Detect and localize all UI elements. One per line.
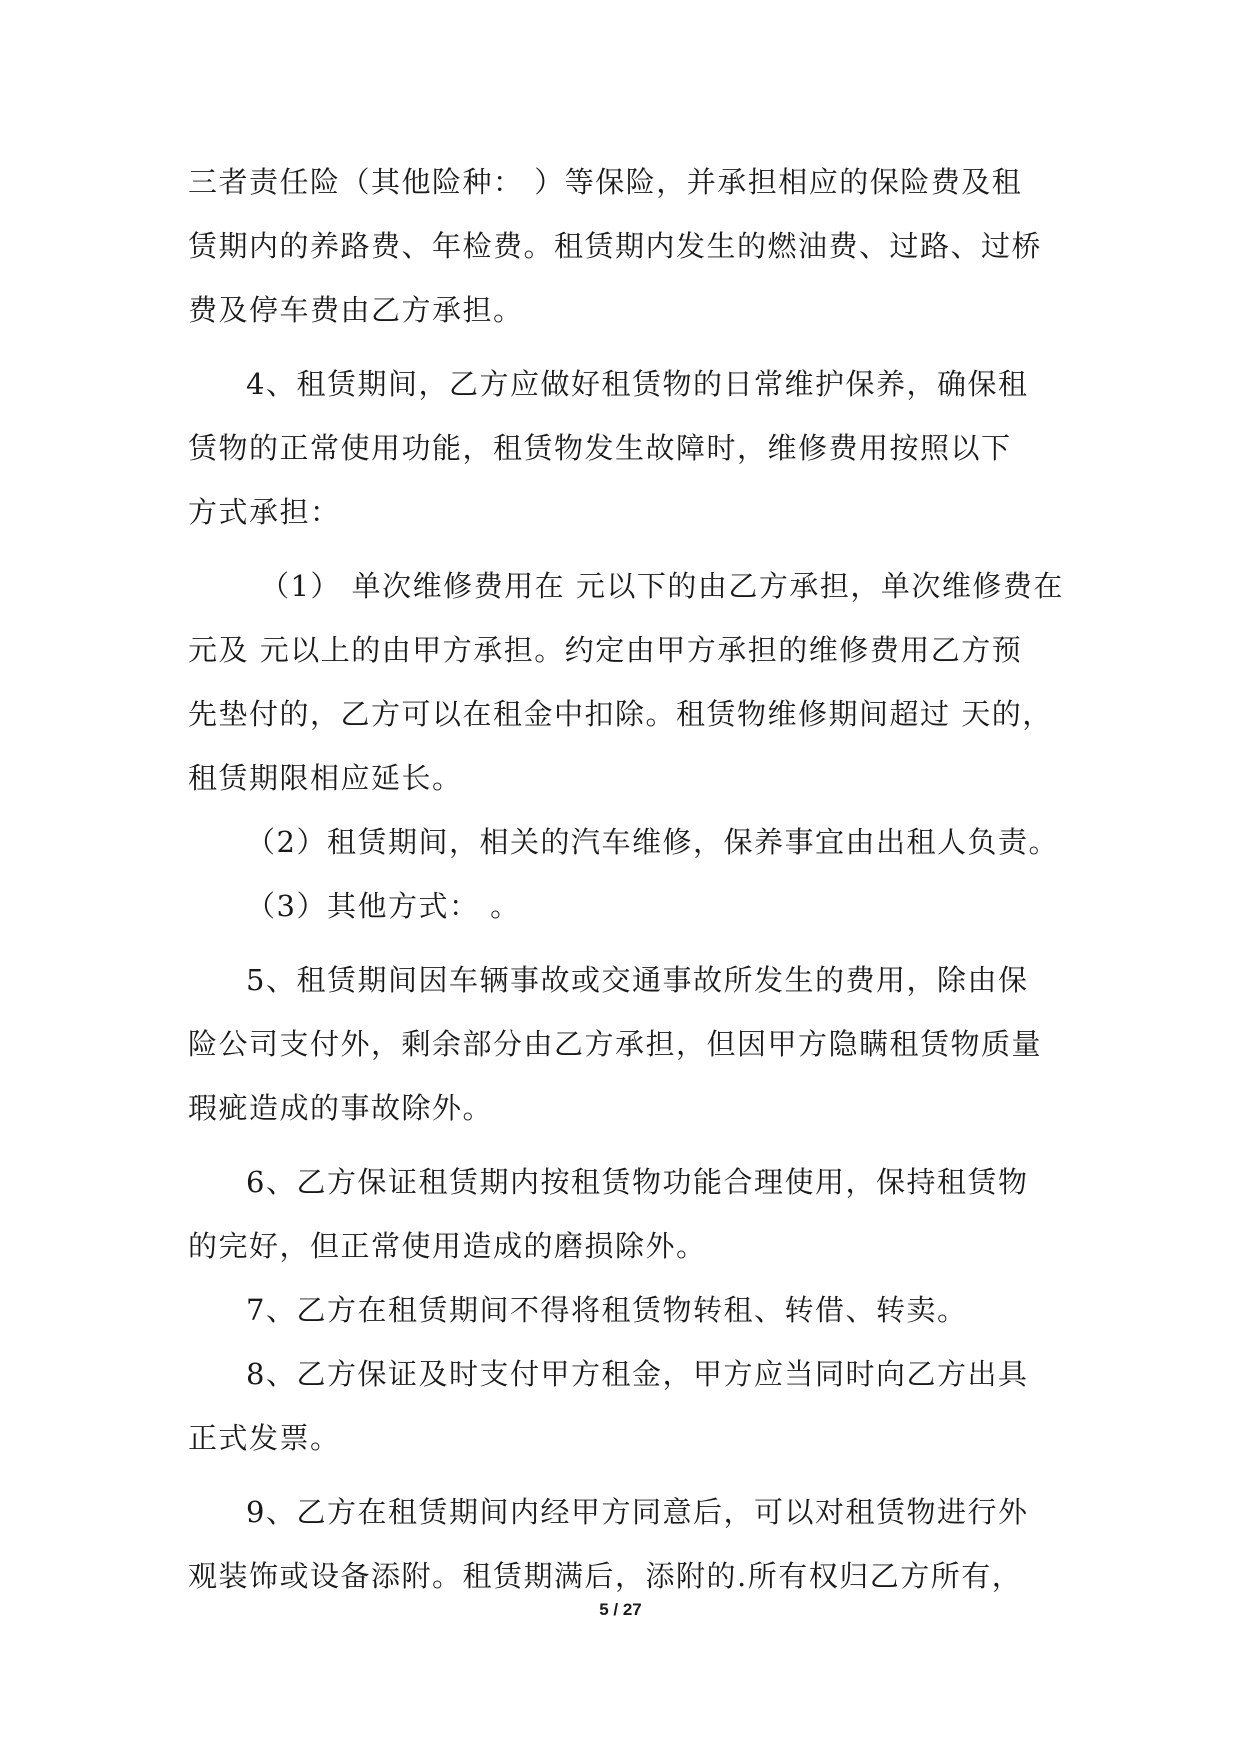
paragraph-line: 元及 元以上的由甲方承担。约定由甲方承担的维修费用乙方预 — [188, 633, 1023, 667]
paragraph-line: 险公司支付外，剩余部分由乙方承担，但因甲方隐瞒租赁物质量 — [188, 1027, 1043, 1061]
paragraph-line: 正式发票。 — [188, 1421, 341, 1455]
document-body — [188, 150, 1064, 1608]
page-number: 5 / 27 — [599, 1600, 642, 1619]
paragraph-line: 赁期内的养路费、年检费。租赁期内发生的燃油费、过路、过桥 — [188, 229, 1043, 263]
paragraph-line: 5、租赁期间因车辆事故或交通事故所发生的费用，除由保 — [246, 963, 1029, 997]
paragraph-line: 6、乙方保证租赁期内按租赁物功能合理使用，保持租赁物 — [246, 1165, 1029, 1199]
paragraph-line: （3）其他方式： 。 — [246, 889, 521, 923]
paragraph-line: 费及停车费由乙方承担。 — [188, 293, 524, 327]
paragraph-line: （2）租赁期间，相关的汽车维修，保养事宜由出租人负责。 — [246, 825, 1059, 859]
paragraph-line: 9、乙方在租赁期间内经甲方同意后，可以对租赁物进行外 — [246, 1495, 1029, 1529]
paragraph-line: （1） 单次维修费用在 元以下的由乙方承担，单次维修费在 — [260, 569, 1064, 603]
paragraph-line: 的完好，但正常使用造成的磨损除外。 — [188, 1229, 707, 1263]
paragraph-line: 7、乙方在租赁期间不得将租赁物转租、转借、转卖。 — [246, 1293, 968, 1327]
paragraph-line: 瑕疵造成的事故除外。 — [188, 1091, 494, 1125]
paragraph-line: 租赁期限相应延长。 — [188, 761, 463, 795]
paragraph-line: 观装饰或设备添附。租赁期满后，添附的.所有权归乙方所有， — [188, 1559, 1023, 1593]
paragraph-line: 先垫付的，乙方可以在租金中扣除。租赁物维修期间超过 天的， — [188, 697, 1053, 731]
paragraph-line: 4、租赁期间，乙方应做好租赁物的日常维护保养，确保租 — [246, 367, 1029, 401]
paragraph-line: 赁物的正常使用功能，租赁物发生故障时，维修费用按照以下 — [188, 431, 1012, 465]
paragraph-line: 8、乙方保证及时支付甲方租金，甲方应当同时向乙方出具 — [246, 1357, 1029, 1391]
paragraph-line: 三者责任险（其他险种： ）等保险，并承担相应的保险费及租 — [188, 165, 1023, 199]
paragraph-line: 方式承担： — [188, 495, 341, 529]
